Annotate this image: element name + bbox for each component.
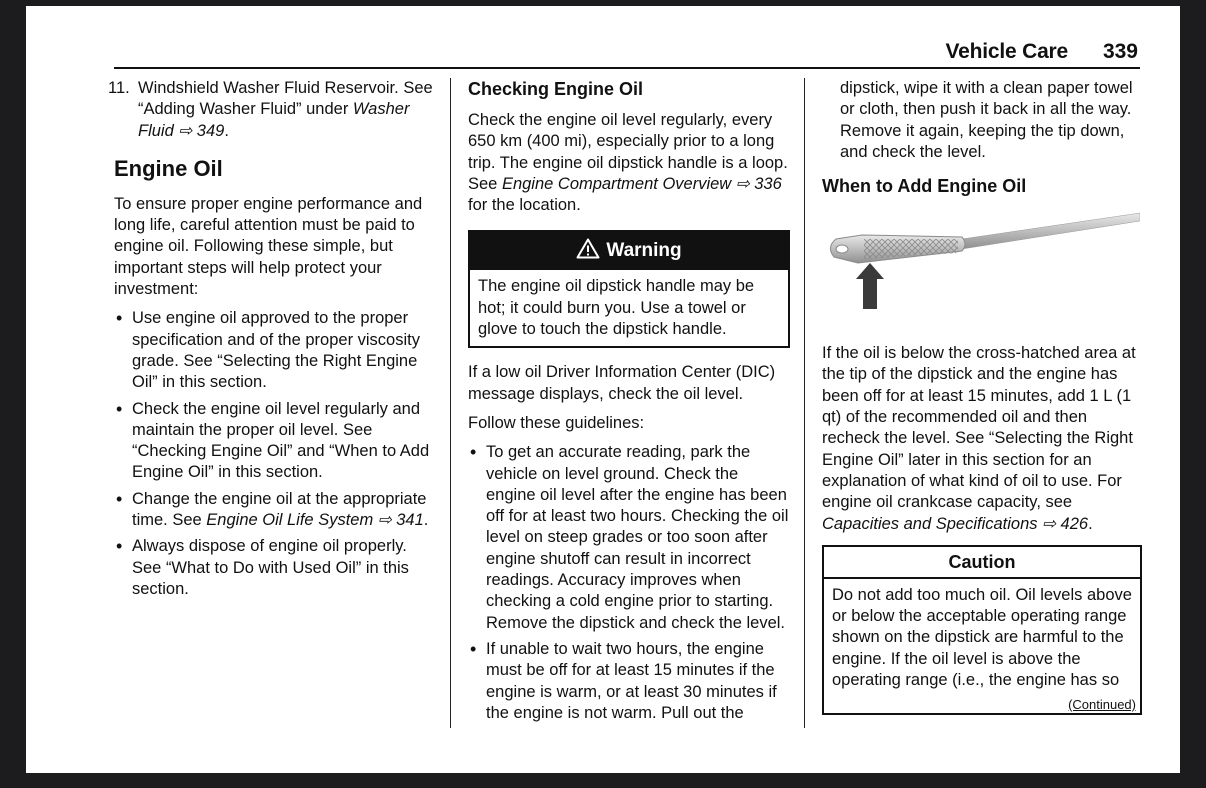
page-ref[interactable]: ⇨ 349 [178,121,225,140]
list-item: • If unable to wait two hours, the engine must be off for at least 15 minutes if the engine is warm, or at least 30 minutes if the engine is not warm. Pull out the [468,639,790,724]
item-text: Windshield Washer Fluid Reservoir. See “Adding Washer Fluid” under Washer Fluid ⇨ 349. [138,79,433,140]
item-number: 11. [108,79,130,97]
heading-checking-oil: Checking Engine Oil [468,79,644,99]
list-item: • To get an accurate reading, park the vehicle on level ground. Check the engine oil level after the engine has been off for at least two hours. Checking the oil level on steep grades or too soon after engine shutoff can result in incorrect readings. Accuracy improves when checking a cold engine prior to starting. Remove the dipstick and check the level. [468,442,790,634]
list-item: • Check the engine oil level regularly and maintain the proper oil level. See “Checking Engine Oil” and “When to Add Engine Oil” in this section. [114,399,434,484]
washer-fluid-link[interactable]: Washer Fluid [138,100,410,140]
caution-box [822,545,1142,715]
header-rule [114,67,1140,69]
section-title: Vehicle Care [945,40,1068,63]
page-ref[interactable]: ⇨ 336 [735,174,782,193]
column-divider [450,78,451,728]
compartment-overview-link[interactable]: Engine Compartment Overview [501,174,732,193]
column-2 [468,78,790,729]
arrow-up-icon [856,263,884,309]
warning-title: Warning [606,240,682,262]
manual-page [26,6,1180,773]
warning-triangle-icon [576,238,600,259]
numbered-item-11 [108,78,434,142]
continued-paragraph: dipstick, wipe it with a clean paper towel or cloth, then push it back in all the way. Remove it again, keeping the tip down, and check the level. [840,79,1133,161]
paragraph: If the oil is below the cross-hatched area at the tip of the dipstick and the engine has been off for at least 15 minutes, add 1 L (1 qt) of the recommended oil and then recheck the level. See “Selecting the Right Engine Oil” later in this section for an explanation of what kind of oil to use. For engine oil crankcase capacity, see Capacities and Specifications ⇨ 426. [822,344,1136,533]
list-item: • Use engine oil approved to the proper specification and of the proper viscosity grade. See “Selecting the Right Engine Oil” in this section. [114,308,434,393]
heading-when-to-add: When to Add Engine Oil [822,176,1027,197]
capacities-link[interactable]: Capacities and Specifications [822,514,1038,533]
warning-box [468,230,790,348]
page-ref[interactable]: ⇨ 426 [1042,514,1089,533]
caution-title: Caution [824,547,1140,579]
paragraph: Follow these guidelines: [468,413,645,432]
paragraph: If a low oil Driver Information Center (DIC) message displays, check the oil level. [468,363,776,403]
caution-text: Do not add too much oil. Oil levels above or below the acceptable operating range shown on the dipstick are harmful to the engine. If the oil level is above the operating range (i.e., the engine has so [832,585,1132,690]
column-1 [108,78,434,605]
paragraph: Check the engine oil level regularly, every 650 km (400 mi), especially prior to a long trip. The engine oil dipstick handle is a loop. See Engine Compartment Overview ⇨ 336 for the location. [468,111,788,215]
column-3 [822,78,1142,715]
heading-engine-oil: Engine Oil [114,155,223,181]
page-ref[interactable]: ⇨ 341 [377,511,424,530]
oil-life-link[interactable]: Engine Oil Life System [206,511,374,530]
page-number: 339 [1102,40,1138,63]
warning-header [470,232,788,270]
bullet-list [468,442,790,724]
list-item: • Always dispose of engine oil properly. See “What to Do with Used Oil” in this section. [114,536,434,600]
continued-label: (Continued) [1068,696,1136,712]
dipstick-illustration [822,209,1142,319]
intro-paragraph: To ensure proper engine performance and long life, careful attention must be paid to engine oil. Following these simple, but important steps will help protect your investment: [114,194,423,299]
column-divider [804,78,805,728]
list-item: • Change the engine oil at the appropriate time. See Engine Oil Life System ⇨ 341. [114,489,434,532]
bullet-list [114,308,434,600]
warning-text: The engine oil dipstick handle may be hot; it could burn you. Use a towel or glove to touch the dipstick handle. [478,277,755,339]
